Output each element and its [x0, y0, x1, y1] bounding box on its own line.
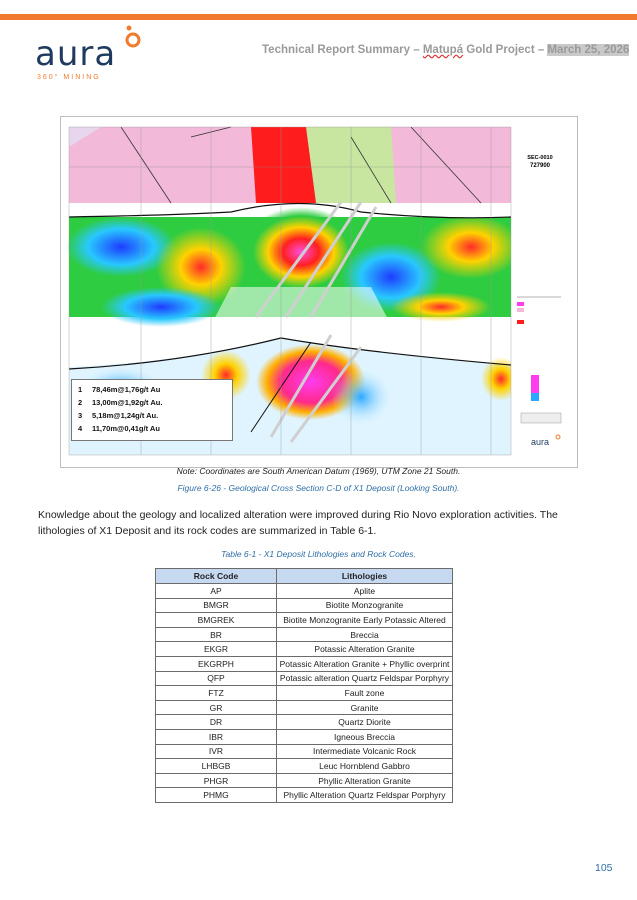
header-date: March 25, 2026 [547, 44, 630, 56]
lithology-cell: Phyllic Alteration Quartz Feldspar Porphyry [277, 788, 453, 803]
logo-orbit-icon [119, 24, 145, 50]
lithology-cell: Biotite Monzogranite [277, 598, 453, 613]
table-row [156, 642, 453, 657]
rock-code-cell: IBR [156, 729, 277, 744]
rock-code-cell: BMGREK [156, 613, 277, 628]
figure-brand-mark: aura [531, 437, 550, 447]
rock-code-cell: PHMG [156, 788, 277, 803]
upper-section-model [66, 202, 569, 327]
header-project-word: Matupá [422, 44, 464, 56]
header-rock-code: Rock Code [156, 569, 277, 584]
section-id-line2: 727900 [529, 163, 551, 169]
rock-code-cell: EKGR [156, 642, 277, 657]
table-caption: Table 6-1 - X1 Deposit Lithologies and Rock Codes. [221, 549, 416, 559]
rock-code-cell: GR [156, 700, 277, 715]
rock-code-cell: AP [156, 584, 277, 599]
intercept-row-4: 4 11,70m@0,41g/t Au [78, 424, 160, 433]
lithology-cell: Fault zone [277, 686, 453, 701]
rock-code-cell: QFP [156, 671, 277, 686]
page-number: 105 [595, 862, 613, 874]
table-row [156, 584, 453, 599]
lithology-cell: Granite [277, 700, 453, 715]
lithology-cell: Potassic Alteration Granite [277, 642, 453, 657]
lithology-cell: Intermediate Volcanic Rock [277, 744, 453, 759]
figure-caption: Figure 6-26 - Geological Cross Section C-D of X1 Deposit (Looking South). [177, 483, 460, 493]
rock-code-cell: EKGRPH [156, 656, 277, 671]
table-header-row [156, 569, 453, 584]
table-row [156, 700, 453, 715]
table-row [156, 729, 453, 744]
lithology-cell: Leuc Hornblend Gabbro [277, 759, 453, 774]
lithology-cell: Potassic Alteration Granite + Phyllic overprint [277, 656, 453, 671]
rock-code-cell: DR [156, 715, 277, 730]
rock-code-cell: BR [156, 627, 277, 642]
geology-map-strip [69, 127, 569, 203]
header-lithologies: Lithologies [277, 569, 453, 584]
header-title-middle: Gold Project – [463, 44, 548, 56]
cross-section-figure [60, 116, 578, 468]
lithology-cell: Potassic alteration Quartz Feldspar Porphyry [277, 671, 453, 686]
logo-wordmark: aura [35, 34, 117, 74]
running-header [262, 44, 629, 56]
body-paragraph: Knowledge about the geology and localized alteration were improved during Rio Novo exploration activities. The lithologies of X1 Deposit and its rock codes are summarized in Table 6-1. [38, 509, 558, 537]
lithology-cell: Aplite [277, 584, 453, 599]
rock-code-cell: BMGR [156, 598, 277, 613]
table-row [156, 773, 453, 788]
rock-code-cell: LHBGB [156, 759, 277, 774]
table-row [156, 598, 453, 613]
lithology-cell: Phyllic Alteration Granite [277, 773, 453, 788]
lithology-cell: Quartz Diorite [277, 715, 453, 730]
lithology-cell: Igneous Breccia [277, 729, 453, 744]
table-row [156, 656, 453, 671]
lithology-cell: Biotite Monzogranite Early Potassic Altered [277, 613, 453, 628]
table-row [156, 744, 453, 759]
intercept-row-2: 2 13,00m@1,92g/t Au. [78, 398, 163, 407]
rock-code-cell: FTZ [156, 686, 277, 701]
lithology-cell: Breccia [277, 627, 453, 642]
rock-code-cell: IVR [156, 744, 277, 759]
rock-code-cell: PHGR [156, 773, 277, 788]
table-row [156, 627, 453, 642]
figure-note: Note: Coordinates are South American Datum (1969), UTM Zone 21 South. [176, 466, 461, 476]
table-row [156, 686, 453, 701]
drill-intercepts-legend [71, 379, 233, 441]
table-row [156, 671, 453, 686]
section-id-line1: SEC-0010 [527, 155, 553, 161]
logo-subtext: 360° MINING [37, 74, 101, 81]
intercept-row-3: 3 5,18m@1,24g/t Au. [78, 411, 159, 420]
header-accent-bar [0, 14, 637, 20]
header-title-prefix: Technical Report Summary – [262, 44, 423, 56]
table-row [156, 613, 453, 628]
table-row [156, 759, 453, 774]
intercept-row-1: 1 78,46m@1,76g/t Au [78, 385, 161, 394]
table-row [156, 715, 453, 730]
aura-logo [35, 24, 155, 84]
table-row [156, 788, 453, 803]
lithologies-table [155, 568, 453, 803]
